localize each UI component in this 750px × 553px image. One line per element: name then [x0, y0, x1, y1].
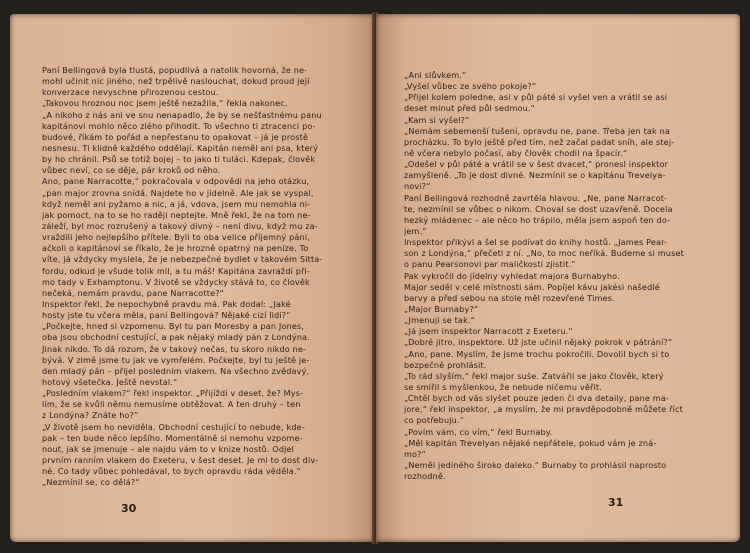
left-page-number: 30	[121, 502, 137, 515]
text-line: Inspektor řekl, že nepochybně pravdu má. Pak dodal: „Jaké	[42, 298, 291, 309]
text-line: „Povím vám, co vím,“ řekl Burnaby.	[404, 426, 553, 437]
text-line: mohl učinit nic jiného, než trpělivě naslouchat, dokud proud její	[42, 76, 310, 87]
text-line: „Posledním vlakem?“ řekl inspektor. „Přijíždí v deset, že? Mys-	[42, 388, 304, 399]
text-line: oba jsou obchodní cestující, a pak nějaký mladý pán z Londýna.	[42, 332, 311, 343]
text-line: procházku. To bylo ještě před tím, než začal padat sníh, ale stej-	[404, 136, 675, 147]
text-line: „pan major zrovna snídá. Najdete ho v jídelně. Ale jak se vyspal,	[42, 187, 314, 198]
right-page-text	[404, 70, 722, 482]
text-line: Jinak nikdo. To dá rozum, že v takový nečas, tu skoro nikdo ne-	[42, 343, 307, 354]
text-line: mo?“	[404, 448, 426, 459]
text-line: jore,“ řekl inspektor, „a myslím, že mi pravděpodobně můžete říct	[404, 404, 683, 415]
right-page	[376, 14, 740, 542]
text-line: když neměl ani pyžamo a nic, a já, vdova, jsem mu nemohla ni-	[42, 198, 311, 209]
text-line: deset minut před půl sedmou.“	[404, 103, 536, 114]
text-line: „Takovou hroznou noc jsem ještě nezažila,“ řekla nakonec.	[42, 98, 288, 109]
text-line: Major seděl v celé místnosti sám. Popíjel kávu jakési našedlé	[404, 281, 660, 292]
text-line: te, nezmínil se vůbec o nikom. Choval se dost uzavřeně. Docela	[404, 203, 673, 214]
text-line: „Neměl jediného široko daleko.“ Burnaby to prohlásil naprosto	[404, 459, 667, 470]
left-page-text	[42, 65, 360, 488]
text-line: jem.“	[404, 225, 427, 236]
text-line: konverzace nevyschne přirozenou cestou.	[42, 87, 219, 98]
text-line: vraždili jeho nejlepšího přítele. Byli to oba velice příjemný páni,	[42, 232, 310, 243]
text-line: Pak vykročil do jídelny vyhledat majora Burnabyho.	[404, 270, 620, 281]
text-line: zamyšleně. „To je dost divné. Nezmínil se o kapitánu Trevelya-	[404, 170, 666, 181]
text-line: jak pomoct, na to se ho raději neptejte. Mně řekl, že na tom ne-	[42, 209, 311, 220]
text-line: „Dobré jitro, inspektore. Už jste učinil nějaký pokrok v pátrání?“	[404, 337, 673, 348]
text-line: „V životě jsem ho neviděla. Obchodní cestující to nebude, kde-	[42, 421, 305, 432]
right-page-number: 31	[608, 496, 624, 509]
text-line: záleží, byl moc rozrušený a takový divný – není divu, když mu za-	[42, 220, 318, 231]
left-page	[10, 14, 374, 542]
text-line: Paní Bellingová rozhodně zavrtěla hlavou. „Ne, pane Narracot-	[404, 192, 668, 203]
text-line: co potřebuju.“	[404, 415, 465, 426]
text-line: rozhodně.	[404, 471, 446, 482]
text-line: nout, jak se jmenuje – ale najdu vám to v knize hostů. Odjel	[42, 443, 295, 454]
text-line: mo tady v Exhamptonu. V životě se vždycky stává to, co člověk	[42, 276, 310, 287]
text-line: „To rád slyším,“ řekl major suše. Zatvářil se jako člověk, který	[404, 370, 664, 381]
text-line: „Kam si vyšel?“	[404, 114, 470, 125]
text-line: Inspektor přikývl a šel se podívat do knihy hostů. „James Pear-	[404, 237, 668, 248]
text-line: „Chtěl bych od vás slyšet pouze jeden či dva detaily, pane ma-	[404, 393, 670, 404]
text-line: den mladý pán – přijel posledním vlakem. Na všechno zvědavý,	[42, 365, 310, 376]
text-line: „Odešel v půl páté a vrátil se v šest dvacet,“ pronesl inspektor	[404, 159, 669, 170]
text-line: hezký mládenec – ale něco ho trápilo, měla jsem aspoň ten do-	[404, 214, 671, 225]
text-line: „Ani slůvkem.“	[404, 70, 467, 80]
text-line: hotový všetečka. Ještě nevstal.“	[42, 376, 178, 387]
text-line: „Jmenuji se tak.“	[404, 315, 476, 326]
text-line: „Nemám sebemenší tušení, opravdu ne, pane. Třeba jen tak na	[404, 125, 671, 136]
text-line: bezpečně prohlásit.	[404, 359, 487, 370]
text-line: kapitánovi mohlo něco zlého přihodit. To všechno ti ztracenci po-	[42, 120, 316, 131]
text-line: novi?“	[404, 181, 431, 192]
text-line: z Londýna? Znáte ho?“	[42, 410, 139, 421]
text-line: „A nikoho z nás ani ve snu nenapadlo, že by se nešťastnému panu	[42, 109, 322, 120]
text-line: „Vyšel vůbec ze svého pokoje?“	[404, 81, 537, 92]
text-line: „Já jsem inspektor Narracott z Exeteru.“	[404, 326, 573, 337]
text-line: nesnesu. Ti klidně každého oddělají. Kapitán neměl ani psa, který	[42, 142, 319, 153]
text-line: „Počkejte, hned si vzpomenu. Byl tu pan Moresby a pan Jones,	[42, 321, 305, 332]
text-line: by ho chránil. Psů se totiž bojej – to jako ti tuláci. Kdepak, člověk	[42, 154, 316, 165]
text-line: „Major Burnaby?“	[404, 303, 479, 314]
text-line: o panu Pearsonovi par maličkostí zjistit.“	[404, 259, 576, 270]
text-line: „Měl kapitán Trevelyan nějaké nepřátele, pokud vám je zná-	[404, 437, 657, 448]
text-line: son z Londýna,“ přečetl z ní. „No, to moc neříká. Budeme si muset	[404, 248, 684, 259]
text-line: né. Co tady vůbec pohledával, to bych opravdu ráda věděla.“	[42, 466, 301, 477]
text-line: „Nezmínil se, co dělá?“	[42, 477, 140, 488]
text-line: bývá. V zimě jsme tu jak ve vymřelém. Počkejte, byl tu ještě je-	[42, 354, 310, 365]
text-line: ně včera nebylo počasí, aby člověk chodil na špacír.“	[404, 147, 628, 158]
text-line: ačkoli o kapitánovi se říkalo, že je hrozně opatrný na peníze. To	[42, 243, 309, 254]
text-line: „Přijel kolem poledne, asi v půl páté si vyšel ven a vrátil se asi	[404, 92, 668, 103]
text-line: „Ano, pane. Myslím, že jsme trochu pokročili. Dovolil bych si to	[404, 348, 670, 359]
text-line: Paní Bellingová byla tlustá, popudlivá a natolik hovorná, že ne-	[42, 65, 308, 75]
text-line: víte, já vždycky myslela, že je nebezpečné bydlet v takovém Sitta-	[42, 254, 323, 265]
text-line: pak – ten bude něco lepšího. Momentálně si nemohu vzpome-	[42, 432, 303, 443]
text-line: se smířil s myšlenkou, že nebude ničemu věřit.	[404, 381, 602, 392]
text-line: budové, říkám to pořád a nepřestanu to opakovat – já je prostě	[42, 131, 309, 142]
text-line: hosty jste tu včera měla, paní Bellingová? Nějaké cizí lidi?“	[42, 310, 291, 321]
text-line: Ano, pane Narracotte,“ pokračovala v odpovědi na jeho otázku,	[42, 176, 310, 187]
text-line: lím, že se kvůli němu nemusíme obtěžovat. A ten druhý – ten	[42, 399, 301, 410]
text-line: nečeká, nemám pravdu, pane Narracotte?“	[42, 287, 225, 298]
text-line: fordu, odkud je všude tolik mil, a tu máš! Kapitána zavraždí při-	[42, 265, 311, 276]
text-line: vůbec neví, co se děje, pár kroků od něho.	[42, 165, 221, 176]
text-line: prvním ranním vlakem do Exeteru, v šest deset. Je mi to dost div-	[42, 454, 319, 465]
text-line: barvy a před sebou na stole měl rozevřené Times.	[404, 292, 615, 303]
